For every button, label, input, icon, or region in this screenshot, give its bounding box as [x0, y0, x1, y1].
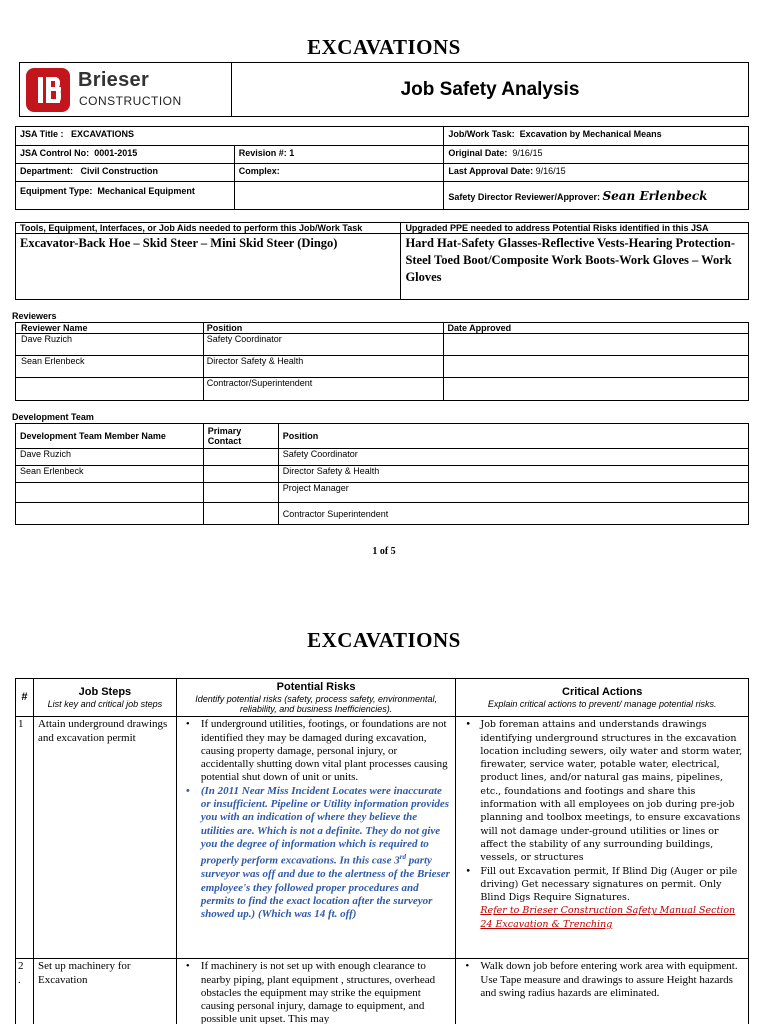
tools-ppe-table: [15, 222, 749, 300]
header-risks: Potential Risks: [276, 681, 356, 693]
risk-item-incident: • (In 2011 Near Miss Incident Locates were inaccurate or insufficient. Pipeline or Utility information provides you with an indication of where they believe the utilities are. Which is not a definite. They do not give you the degree of information which is required to properly perform excavations. In this case 3rd party surveyor was off and due to the alertness of the Brieser employee's they followed proper procedures and permits to find the exact location after the surveyor showed up.) (Which was 14 ft. off): [179, 785, 452, 922]
action-list: [458, 960, 744, 1000]
approver-signature: Sean Erlenbeck: [602, 188, 708, 203]
revision-cell: Revision #: 1: [234, 146, 444, 164]
dev-team-label: Development Team: [12, 412, 94, 422]
dev-header-contact: Primary Contact: [203, 424, 278, 449]
header-steps: Job Steps: [78, 686, 132, 698]
jsa-header: [19, 62, 749, 117]
page-title: EXCAVATIONS: [307, 35, 461, 59]
risk-list: [179, 960, 452, 1024]
action-item: • Walk down job before entering work area with equipment. Use Tape measure and drawings to assure Height hazards and swing radius hazards are eliminated.: [458, 960, 744, 1000]
tools-header: Tools, Equipment, Interfaces, or Job Aids needed to perform this Job/Work Task: [16, 223, 401, 234]
page-title-2: EXCAVATIONS: [307, 628, 461, 652]
task-cell: Job/Work Task: Excavation by Mechanical Means: [444, 127, 749, 146]
action-item: • Job foreman attains and understands drawings identifying underground structures in the excavation location including sewers, oily water and storm water, firewater, service water, potable water, electrical, product lines, and/or natural gas mains, pipelines, etc., foundations and footings and share this information with all employees on job during pre-job planning and toolbox meetings, to ensure excavations will not damage under-ground utilities or lines or affect the stability of any surrounding buildings, vessels, or structures: [458, 718, 744, 864]
company-sub: CONSTRUCTION: [79, 94, 182, 108]
table-row: Project Manager: [16, 483, 749, 503]
table-row: Sean Erlenbeck Director Safety & Health: [16, 356, 749, 378]
control-cell: JSA Control No: 0001-2015: [16, 146, 235, 164]
company-logo: [20, 63, 232, 116]
header-num: #: [21, 691, 28, 703]
dev-team-table: [15, 423, 749, 525]
step-text: Set up machinery for Excavation: [33, 959, 176, 1024]
action-item: • Fill out Excavation permit, If Blind Dig (Auger or pile driving) Get necessary signatures on permit. Only Blind Digs Require Signatures.: [458, 865, 744, 905]
table-row: 2 . Set up machinery for Excavation • If machinery is not set up with enough clearance to nearby piping, plant equipment , structures, overhead obstacles the equipment may strike the equipment causing personal injury, damage to equipment, and possible unit upset. This may • Walk down job before entering work area with equipment. Use Tape measure and drawings to assure Height hazards and swing radius hazards are eliminated.: [16, 959, 749, 1024]
ppe-header: Upgraded PPE needed to address Potential Risks identified in this JSA: [401, 223, 749, 234]
jsa-title-cell: JSA Title : EXCAVATIONS: [16, 127, 444, 146]
doc-title: Job Safety Analysis: [400, 78, 580, 100]
tools-value: Excavator-Back Hoe – Skid Steer – Mini Skid Steer (Dingo): [16, 234, 401, 300]
page-number: 1 of 5: [372, 546, 396, 557]
risk-list: [179, 718, 452, 921]
table-row: Dave Ruzich Safety Coordinator: [16, 334, 749, 356]
dev-header-position: Position: [278, 424, 748, 449]
dev-header-name: Development Team Member Name: [16, 424, 204, 449]
header-actions: Critical Actions: [562, 686, 643, 698]
reviewers-header-position: Position: [203, 323, 444, 334]
reviewers-header-name: Reviewer Name: [16, 323, 204, 334]
job-steps-table: [15, 678, 749, 1024]
table-row: Dave Ruzich Safety Coordinator: [16, 449, 749, 466]
table-row: Contractor Superintendent: [16, 503, 749, 525]
approval-cell: Last Approval Date: 9/16/15: [444, 164, 749, 182]
step-num: 2: [18, 960, 24, 973]
action-list: [458, 718, 744, 904]
dept-cell: Department: Civil Construction: [16, 164, 235, 182]
brieser-b-icon: [26, 68, 70, 112]
approver-cell: Safety Director Reviewer/Approver: Sean Erlenbeck: [444, 182, 749, 210]
header-risks-sub: Identify potential risks (safety, process safety, environmental, reliability, and business Inefficiencies).: [195, 694, 437, 715]
equip-cell: Equipment Type: Mechanical Equipment: [16, 182, 235, 210]
table-row: Contractor/Superintendent: [16, 378, 749, 401]
step-text: Attain underground drawings and excavation permit: [33, 717, 176, 959]
step-num: 1: [16, 717, 34, 959]
complex-cell: Complex:: [234, 164, 444, 182]
risk-item: • If underground utilities, footings, or foundations are not identified they may be damaged during excavation, causing property damage, personal injury, or accidentally shutting down vital plant processes causing potential shut down of unit or units.: [179, 718, 452, 784]
table-row: Sean Erlenbeck Director Safety & Health: [16, 466, 749, 483]
risk-item: • If machinery is not set up with enough clearance to nearby piping, plant equipment , structures, overhead obstacles the equipment may strike the equipment causing personal injury, damage to equipment, and possible unit upset. This may: [179, 960, 452, 1024]
table-row: [16, 717, 749, 959]
reviewers-header-date: Date Approved: [444, 323, 749, 334]
orig-date-cell: Original Date: 9/16/15: [444, 146, 749, 164]
safety-manual-link[interactable]: Refer to Brieser Construction Safety Manual Section 24 Excavation & Trenching: [480, 905, 736, 930]
jsa-info-table: [15, 126, 749, 210]
ppe-value: Hard Hat-Safety Glasses-Reflective Vests-Hearing Protection-Steel Toed Boot/Composite Work Boots-Work Gloves – Work Gloves: [401, 234, 749, 300]
header-actions-sub: Explain critical actions to prevent/ manage potential risks.: [487, 699, 717, 710]
company-name: Brieser: [78, 69, 150, 91]
reviewers-label: Reviewers: [12, 311, 57, 321]
reviewers-table: [15, 322, 749, 401]
header-steps-sub: List key and critical job steps: [47, 699, 163, 710]
